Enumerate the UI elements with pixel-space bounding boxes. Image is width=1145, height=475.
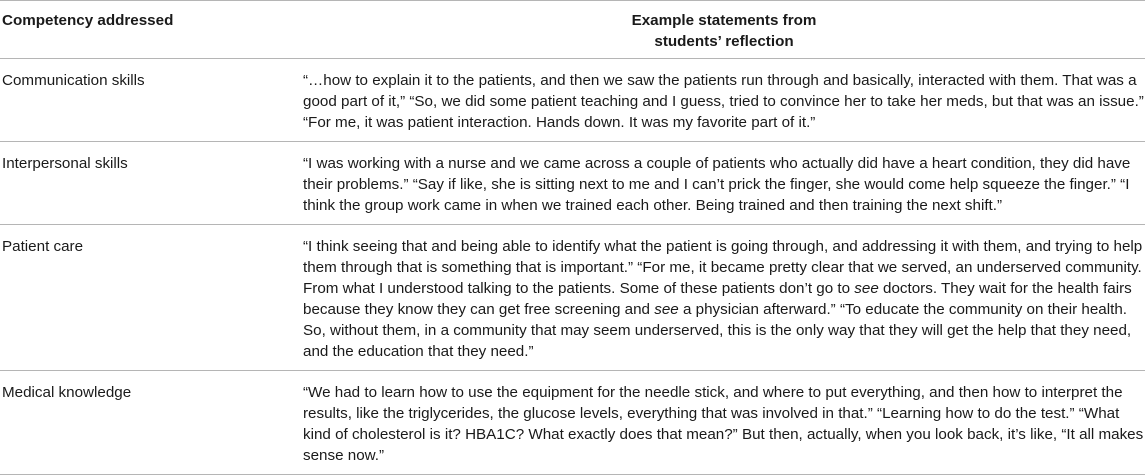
statement-text: “I was working with a nurse and we came across a couple of patients who actually did have a heart condition, they did have their problems.” “Say if like, she is sitting next to me and I can’t prick the finger, she would come help squeeze the finger.” “I think the group work came in when we trained each other. Being trained and then training the next shift.”	[303, 155, 1131, 214]
statement-text: “We had to learn how to use the equipment for the needle stick, and where to put everything, and then how to interpret the results, like the triglycerides, the glucose levels, everything that was involved in that.” “Learning how to do the test.” “What kind of cholesterol is it? HBA1C? What exactly does that mean?” But then, actually, when you look back, it’s like, “It all makes sense now.”	[303, 384, 1144, 464]
header-statements-line1: Example statements from	[631, 12, 817, 29]
emphasis-see: see	[654, 301, 679, 318]
statement-text: “…how to explain it to the patients, and then we saw the patients run through and basically, interacted with them. That was a good part of it,” “So, we did some patient teaching and I guess, tried to convince her to take her meds, but that was an issue.” “For me, it was patient interaction. Hands down. It was my favorite part of it.”	[303, 72, 1144, 131]
statement-text: doctors. They wait for the health fairs because they know they can get free screening and	[303, 280, 1132, 318]
header-competency: Competency addressed	[2, 12, 174, 29]
table-row	[0, 225, 1145, 371]
statement-text: “I think seeing that and being able to identify what the patient is going through, and addressing it with them, and trying to help them through that is something that is important.” “For me, it became pretty clear that we served, an underserved community. From what I understood talking to the patients. Some of these patients don’t go to	[303, 238, 1143, 297]
competency-cell: Medical knowledge	[2, 384, 132, 401]
competency-cell: Interpersonal skills	[2, 155, 128, 172]
emphasis-see: see	[854, 280, 879, 297]
header-statements	[303, 1, 1145, 59]
header-statements-line2: students’ reflection	[654, 33, 794, 50]
table-row	[0, 59, 1145, 142]
statement-text: a physician afterward.” “To educate the community on their health. So, without them, in a community that may seem underserved, this is the only way that they will get the help that they need, and the education that they need.”	[303, 301, 1132, 360]
header-row	[0, 1, 1145, 59]
competency-cell: Patient care	[2, 238, 84, 255]
statement-cell	[303, 225, 1145, 371]
table-row	[0, 371, 1145, 475]
table-row	[0, 142, 1145, 225]
statement-cell	[303, 59, 1145, 142]
statement-cell	[303, 142, 1145, 225]
statement-cell	[303, 371, 1145, 475]
competency-cell: Communication skills	[2, 72, 145, 89]
